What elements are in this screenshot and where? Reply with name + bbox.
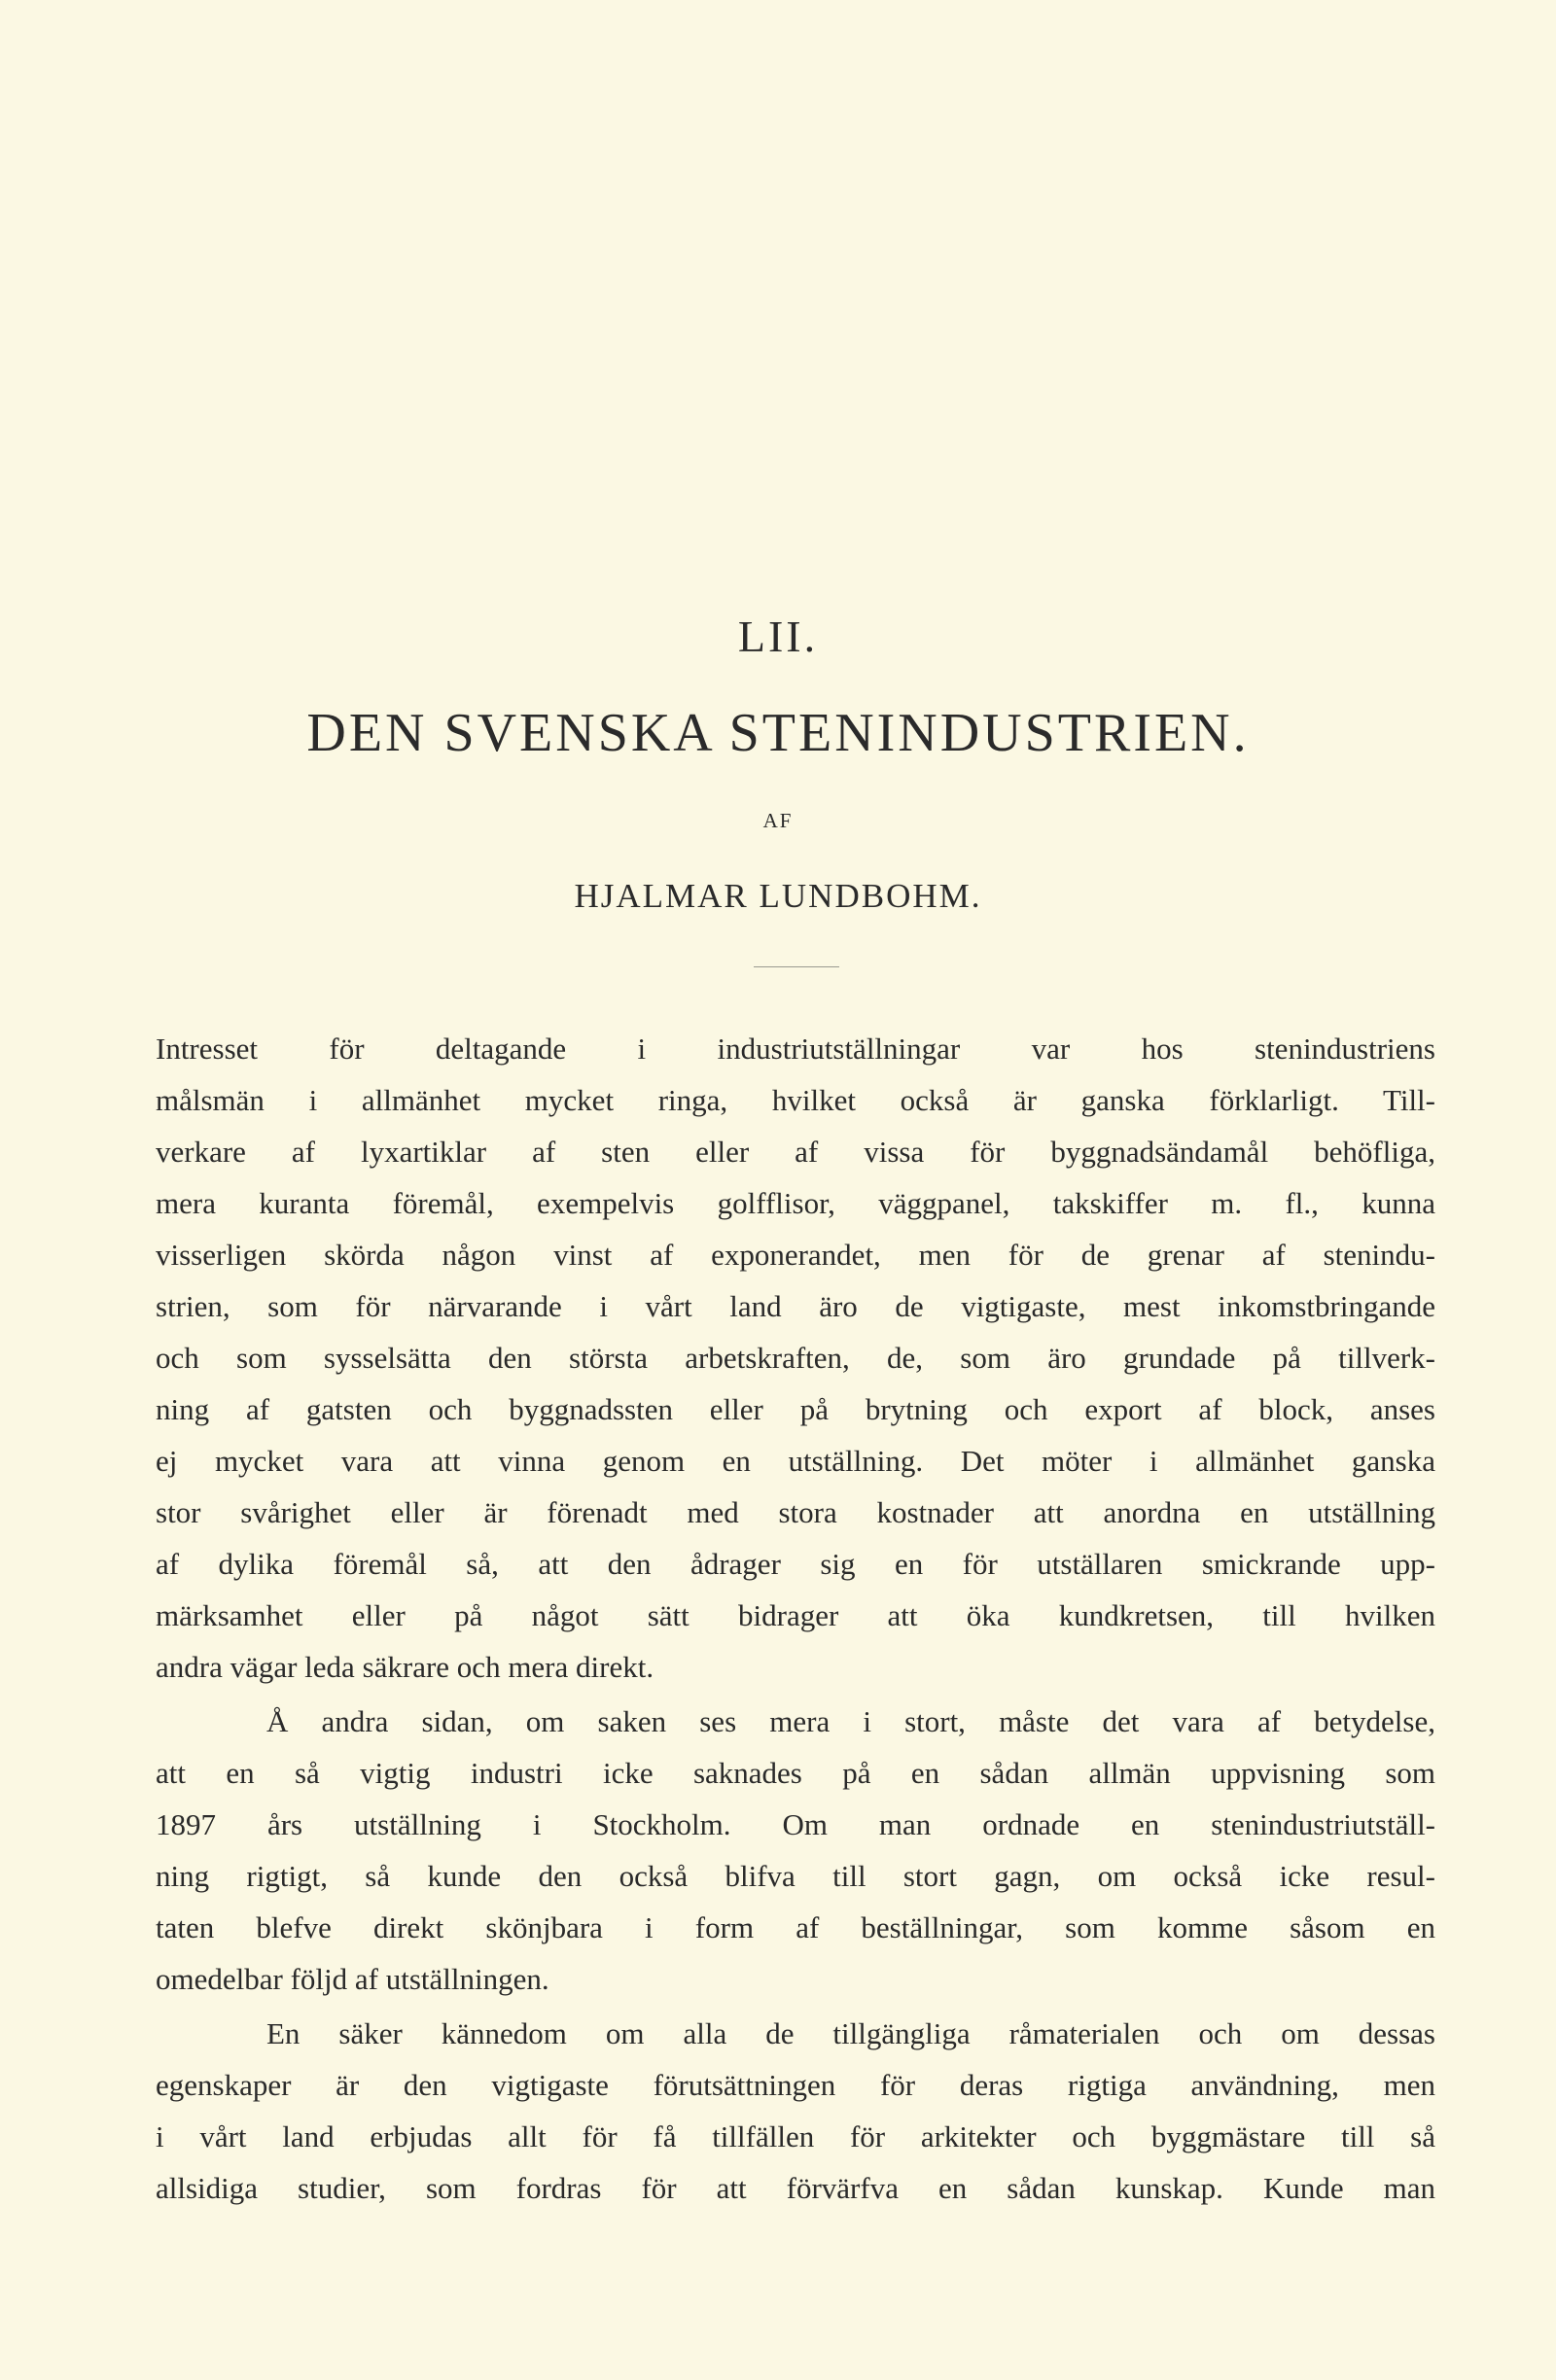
- paragraph: [156, 2008, 1435, 2214]
- text-line: ning af gatsten och byggnadssten eller på brytning och export af block, anses: [156, 1392, 1435, 1426]
- text-line: ning rigtigt, så kunde den också blifva till stort gagn, om också icke resul-: [156, 1859, 1435, 1893]
- text-line: Å andra sidan, om saken ses mera i stort, måste det vara af betydelse,: [266, 1704, 1435, 1738]
- text-line: stor svårighet eller är förenadt med stora kostnader att anordna en utställning: [156, 1495, 1435, 1529]
- text-line: strien, som för närvarande i vårt land äro de vigtigaste, mest inkomstbringande: [156, 1289, 1435, 1323]
- text-line: att en så vigtig industri icke saknades på en sådan allmän uppvisning som: [156, 1756, 1435, 1790]
- text-line: mera kuranta föremål, exempelvis golfflisor, väggpanel, takskiffer m. fl., kunna: [156, 1186, 1435, 1220]
- text-line: allsidiga studier, som fordras för att förvärfva en sådan kunskap. Kunde man: [156, 2171, 1435, 2205]
- author-name: HJALMAR LUNDBOHM.: [574, 877, 982, 915]
- text-line: visserligen skörda någon vinst af exponerandet, men för de grenar af stenindu-: [156, 1238, 1435, 1272]
- body-text: [156, 1023, 1435, 2214]
- text-line: egenskaper är den vigtigaste förutsättningen för deras rigtiga användning, men: [156, 2068, 1435, 2102]
- text-line: taten blefve direkt skönjbara i form af beställningar, som komme såsom en: [156, 1910, 1435, 1944]
- text-line: och som sysselsätta den största arbetskraften, de, som äro grundade på tillverk-: [156, 1341, 1435, 1375]
- chapter-title: DEN SVENSKA STENINDUSTRIEN.: [306, 703, 1250, 763]
- text-line: Intresset för deltagande i industriutställningar var hos stenindustriens: [156, 1032, 1435, 1066]
- text-line: andra vägar leda säkrare och mera direkt.: [156, 1650, 654, 1684]
- text-line: En säker kännedom om alla de tillgängliga råmaterialen och om dessas: [266, 2016, 1435, 2050]
- text-line: i vårt land erbjudas allt för få tillfällen för arkitekter och byggmästare till så: [156, 2119, 1435, 2153]
- text-line: af dylika föremål så, att den ådrager sig en för utställaren smickrande upp-: [156, 1547, 1435, 1581]
- text-line: målsmän i allmänhet mycket ringa, hvilket också är ganska förklarligt. Till-: [156, 1083, 1435, 1117]
- by-line: AF: [762, 809, 794, 832]
- text-line: ej mycket vara att vinna genom en utställning. Det möter i allmänhet ganska: [156, 1444, 1435, 1478]
- chapter-number: LII.: [737, 612, 819, 661]
- text-line: märksamhet eller på något sätt bidrager att öka kundkretsen, till hvilken: [156, 1598, 1435, 1632]
- paragraph: [156, 1696, 1435, 2005]
- text-line: 1897 års utställning i Stockholm. Om man ordnade en stenindustriutställ-: [156, 1807, 1435, 1841]
- paragraph: [156, 1023, 1435, 1693]
- text-line: verkare af lyxartiklar af sten eller af vissa för byggnadsändamål behöfliga,: [156, 1135, 1435, 1169]
- title-divider: [754, 966, 839, 967]
- text-line: omedelbar följd af utställningen.: [156, 1962, 549, 1996]
